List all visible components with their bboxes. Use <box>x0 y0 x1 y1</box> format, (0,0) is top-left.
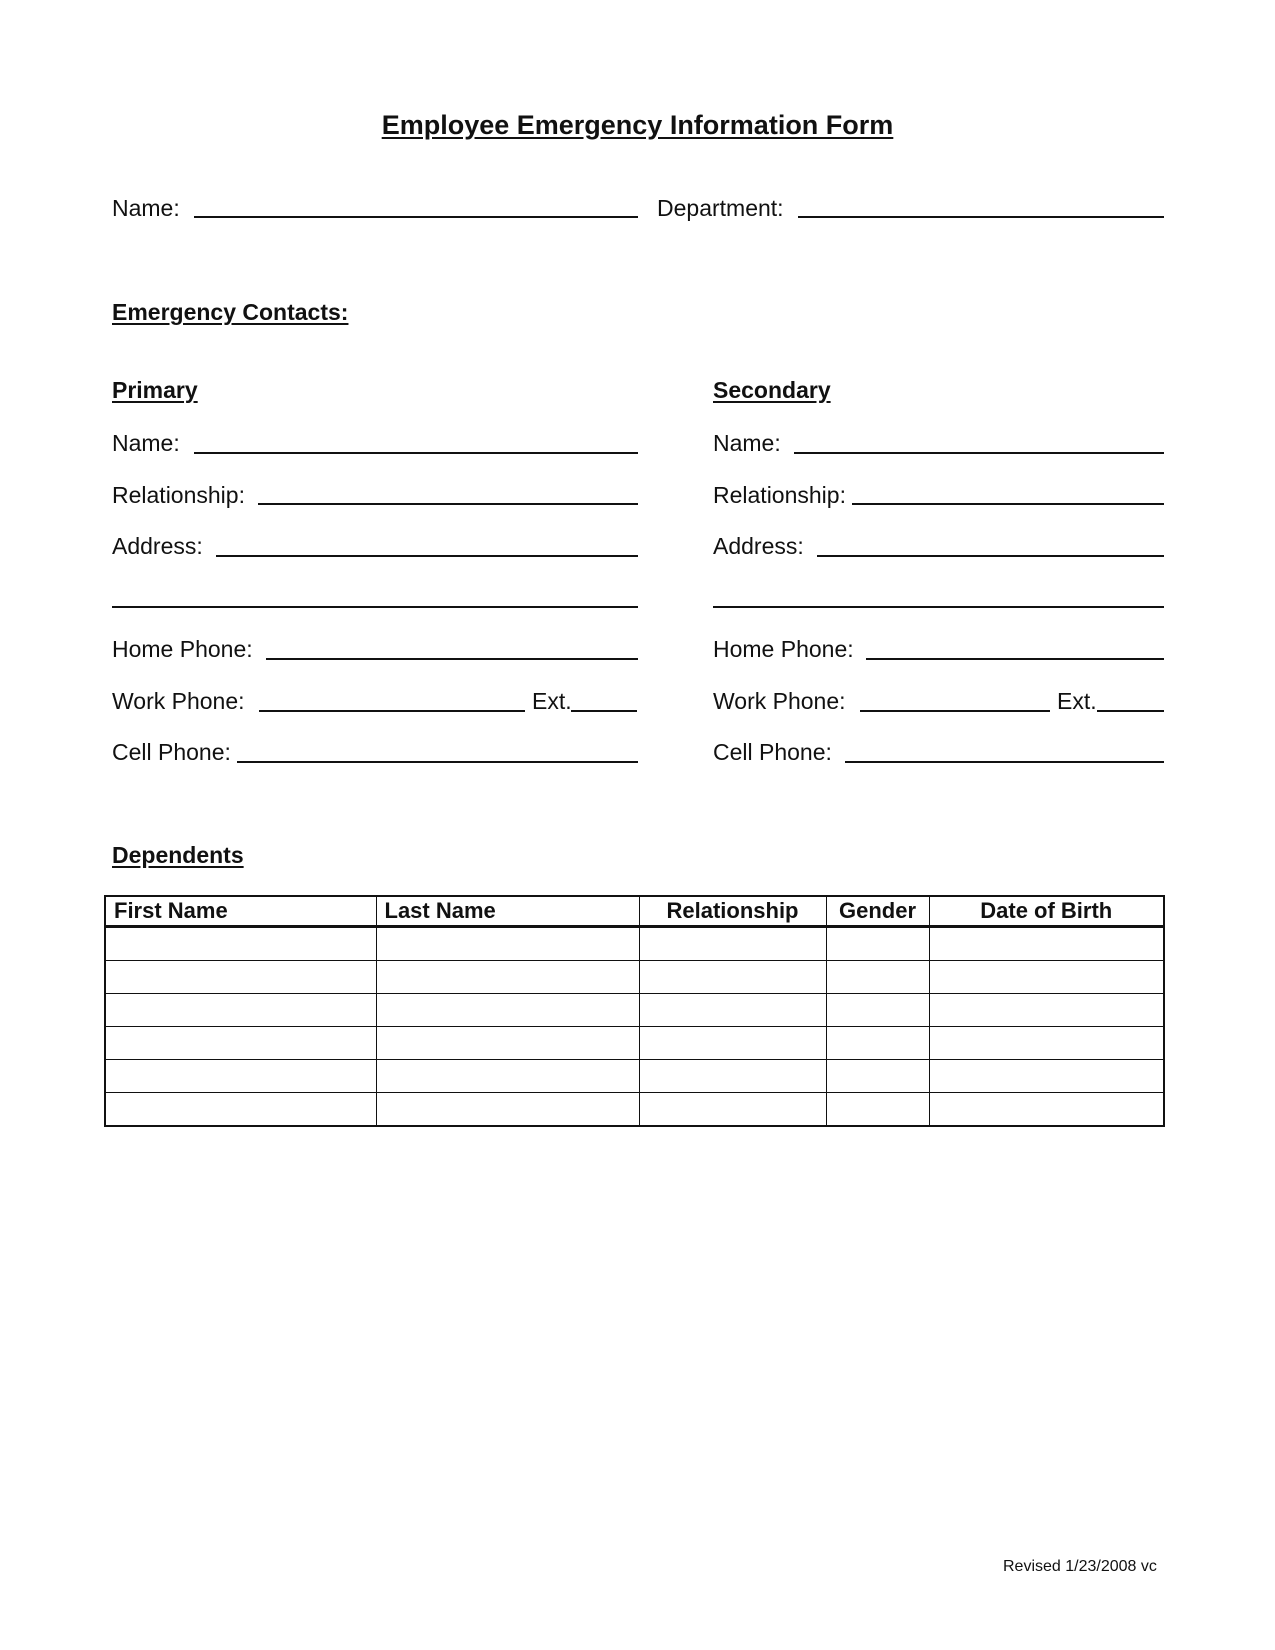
primary-address-field[interactable] <box>216 555 638 557</box>
secondary-address-label: Address: <box>713 533 804 559</box>
table-cell[interactable] <box>826 1060 929 1093</box>
table-row <box>105 927 1164 961</box>
table-cell[interactable] <box>826 1093 929 1127</box>
table-cell[interactable] <box>105 927 376 961</box>
primary-ext-label: Ext. <box>532 688 572 714</box>
table-cell[interactable] <box>376 961 639 994</box>
dependents-table <box>104 895 1165 1127</box>
secondary-relationship-label: Relationship: <box>713 482 846 508</box>
secondary-address-field-line-2[interactable] <box>713 606 1164 608</box>
table-cell[interactable] <box>376 1093 639 1127</box>
secondary-home-phone-label: Home Phone: <box>713 636 854 662</box>
primary-relationship-field[interactable] <box>258 503 638 505</box>
column-header-first-name: First Name <box>105 896 376 927</box>
table-cell[interactable] <box>929 994 1164 1027</box>
revision-footer: Revised 1/23/2008 vc <box>1003 1558 1157 1575</box>
table-cell[interactable] <box>376 1027 639 1060</box>
secondary-ext-label: Ext. <box>1057 688 1097 714</box>
primary-address-field-line-2[interactable] <box>112 606 638 608</box>
table-cell[interactable] <box>639 927 826 961</box>
primary-heading: Primary <box>112 377 198 403</box>
primary-name-label: Name: <box>112 430 180 456</box>
table-cell[interactable] <box>826 1027 929 1060</box>
table-cell[interactable] <box>639 961 826 994</box>
table-cell[interactable] <box>929 927 1164 961</box>
primary-home-phone-field[interactable] <box>266 658 638 660</box>
primary-relationship-label: Relationship: <box>112 482 245 508</box>
table-cell[interactable] <box>639 1027 826 1060</box>
table-cell[interactable] <box>376 1060 639 1093</box>
table-cell[interactable] <box>639 1093 826 1127</box>
table-cell[interactable] <box>826 961 929 994</box>
table-cell[interactable] <box>105 994 376 1027</box>
primary-cell-phone-label: Cell Phone: <box>112 739 231 765</box>
primary-home-phone-label: Home Phone: <box>112 636 253 662</box>
secondary-name-label: Name: <box>713 430 781 456</box>
primary-ext-field[interactable] <box>571 710 637 712</box>
dependents-heading: Dependents <box>112 842 244 868</box>
dependents-header-row <box>105 896 1164 927</box>
secondary-name-field[interactable] <box>794 452 1164 454</box>
secondary-cell-phone-field[interactable] <box>845 761 1164 763</box>
secondary-ext-field[interactable] <box>1097 710 1164 712</box>
table-cell[interactable] <box>105 1060 376 1093</box>
table-row <box>105 961 1164 994</box>
table-cell[interactable] <box>376 927 639 961</box>
table-cell[interactable] <box>929 1093 1164 1127</box>
table-cell[interactable] <box>105 1027 376 1060</box>
secondary-work-phone-field[interactable] <box>860 710 1050 712</box>
primary-work-phone-label: Work Phone: <box>112 688 245 714</box>
emergency-contacts-heading: Emergency Contacts: <box>112 299 349 325</box>
table-row <box>105 1060 1164 1093</box>
secondary-relationship-field[interactable] <box>852 503 1164 505</box>
secondary-home-phone-field[interactable] <box>866 658 1164 660</box>
table-cell[interactable] <box>826 927 929 961</box>
secondary-work-phone-label: Work Phone: <box>713 688 846 714</box>
table-cell[interactable] <box>639 994 826 1027</box>
department-field[interactable] <box>798 216 1164 218</box>
table-cell[interactable] <box>826 994 929 1027</box>
table-cell[interactable] <box>929 961 1164 994</box>
department-label: Department: <box>657 195 784 221</box>
primary-cell-phone-field[interactable] <box>237 761 638 763</box>
table-row <box>105 994 1164 1027</box>
primary-address-label: Address: <box>112 533 203 559</box>
primary-name-field[interactable] <box>194 452 638 454</box>
employee-name-label: Name: <box>112 195 180 221</box>
secondary-address-field[interactable] <box>817 555 1164 557</box>
table-cell[interactable] <box>929 1027 1164 1060</box>
employee-name-field[interactable] <box>194 216 638 218</box>
primary-work-phone-field[interactable] <box>259 710 525 712</box>
table-cell[interactable] <box>376 994 639 1027</box>
table-row <box>105 1093 1164 1127</box>
column-header-relationship: Relationship <box>639 896 826 927</box>
table-cell[interactable] <box>105 1093 376 1127</box>
form-title: Employee Emergency Information Form <box>381 110 894 140</box>
secondary-heading: Secondary <box>713 377 831 403</box>
column-header-date-of-birth: Date of Birth <box>929 896 1164 927</box>
secondary-cell-phone-label: Cell Phone: <box>713 739 832 765</box>
table-cell[interactable] <box>929 1060 1164 1093</box>
table-cell[interactable] <box>105 961 376 994</box>
table-row <box>105 1027 1164 1060</box>
column-header-last-name: Last Name <box>376 896 639 927</box>
column-header-gender: Gender <box>826 896 929 927</box>
table-cell[interactable] <box>639 1060 826 1093</box>
